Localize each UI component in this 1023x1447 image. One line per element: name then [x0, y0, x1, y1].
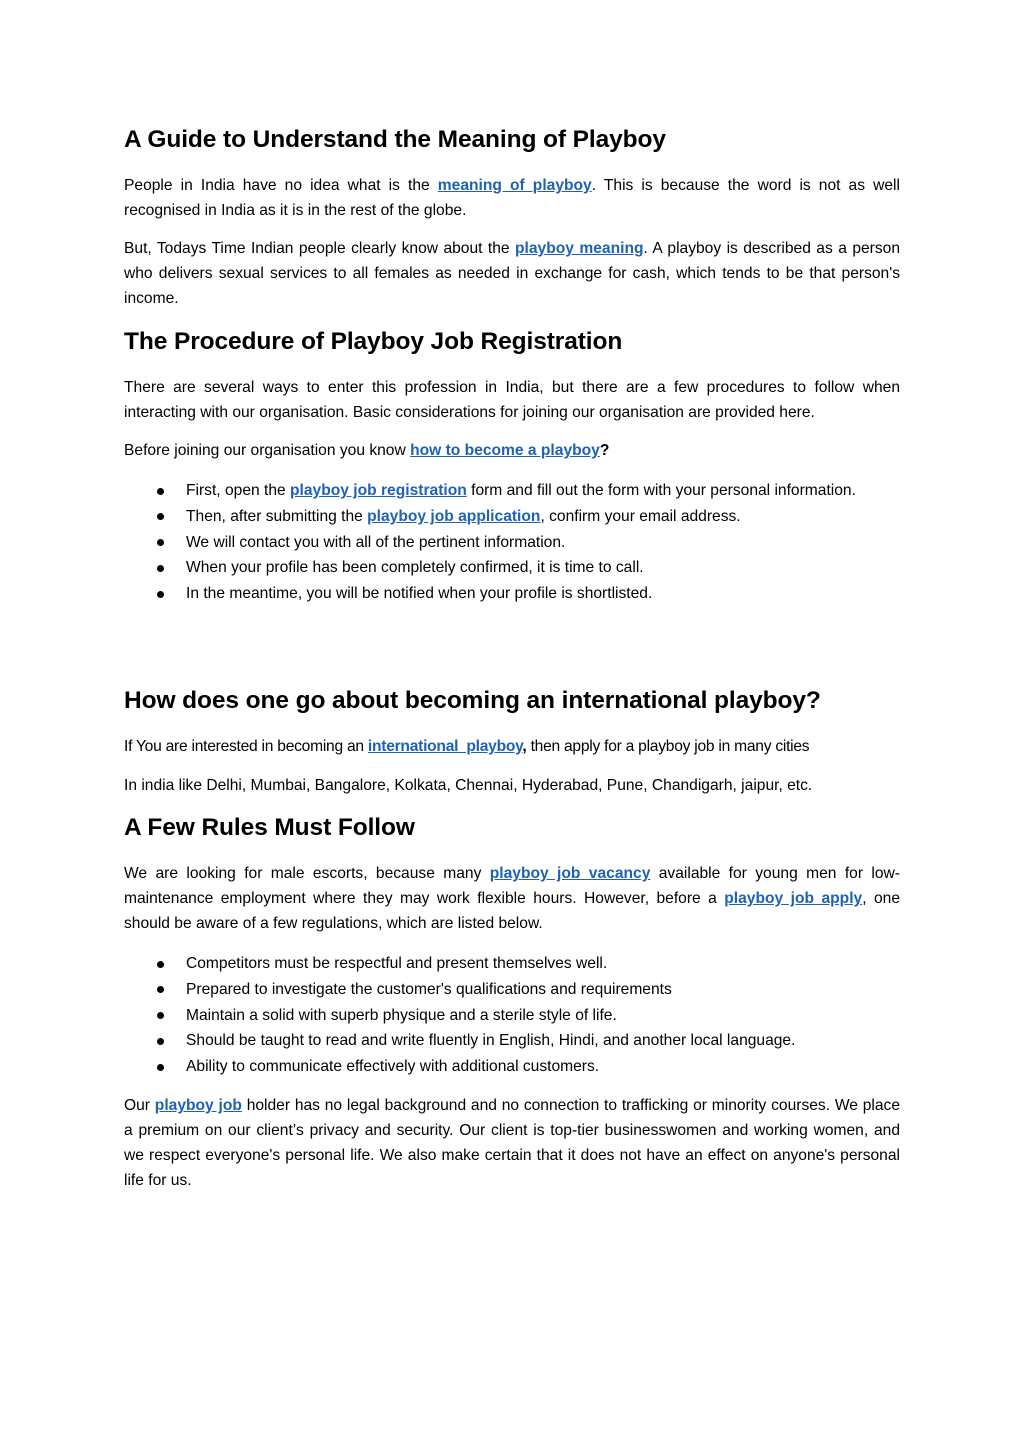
bullet-icon — [157, 986, 164, 993]
list-item-text: Maintain a solid with superb physique and a sterile style of life. — [186, 1006, 617, 1024]
paragraph-playboy-meaning — [124, 236, 900, 311]
link-playboy-job-vacancy[interactable]: playboy job vacancy — [489, 865, 651, 882]
paragraph-text: . This is because the word is not as well recognised in India as it is in the rest of the globe. — [124, 177, 900, 219]
heading-rules: A Few Rules Must Follow — [124, 814, 415, 841]
registration-steps-list — [124, 478, 900, 607]
list-item — [124, 504, 900, 530]
list-item-text: In the meantime, you will be notified when your profile is shortlisted. — [186, 585, 653, 603]
list-item-text: , confirm your email address. — [540, 507, 741, 525]
list-item-text: Competitors must be respectful and present themselves well. — [186, 955, 608, 972]
bullet-icon — [157, 1038, 164, 1045]
paragraph-procedures: There are several ways to enter this profession in India, but there are a few procedures to follow when interacting with our organisation. Basic considerations for joining our organisation are provided here. — [124, 379, 900, 421]
bullet-icon — [157, 539, 164, 546]
heading-job-registration: The Procedure of Playboy Job Registration — [124, 328, 623, 355]
paragraph-text: available for young men for low-maintenance employment where they may work flexible hours. However, before a — [124, 865, 900, 907]
link-playboy-job-registration[interactable]: playboy job registration — [290, 482, 467, 499]
paragraph-text: then apply for a playboy job in many cities — [526, 738, 810, 755]
list-item — [124, 581, 900, 607]
paragraph-text: But, Todays Time Indian people clearly know about the — [124, 240, 516, 257]
paragraph-text: , one should be aware of a few regulations, which are listed below. — [124, 890, 901, 932]
bullet-icon — [157, 513, 164, 520]
list-item-text: Prepared to investigate the customer's qualifications and requirements — [186, 980, 672, 998]
list-item — [124, 1003, 900, 1029]
bullet-icon — [157, 565, 164, 572]
paragraph-text: . A playboy is described as a person who delivers sexual services to all females as needed in exchange for cash, which tends to be that person's income. — [124, 240, 900, 307]
paragraph-text: We are looking for male escorts, because many — [124, 865, 490, 882]
list-item-text: Then, after submitting the — [186, 507, 368, 525]
bullet-icon — [157, 961, 164, 968]
list-item-text: We will contact you with all of the pertinent information. — [186, 533, 566, 551]
link-playboy-meaning[interactable]: playboy meaning — [515, 240, 644, 257]
list-item-text: When your profile has been completely confirmed, it is time to call. — [186, 559, 644, 577]
link-playboy-job[interactable]: playboy job — [154, 1097, 242, 1114]
paragraph-male-escorts — [124, 861, 900, 936]
paragraph-interested — [124, 734, 900, 759]
list-item — [124, 530, 900, 556]
paragraph-before-joining — [124, 438, 900, 463]
list-item — [124, 1054, 900, 1080]
rules-list — [124, 951, 900, 1080]
paragraph-text: If You are interested in becoming an — [124, 738, 368, 755]
paragraph-text: Before joining our organisation you know — [124, 442, 411, 459]
paragraph-text: Our — [124, 1097, 155, 1114]
paragraph-cities: In india like Delhi, Mumbai, Bangalore, Kolkata, Chennai, Hyderabad, Pune, Chandigarh, jaipur, etc. — [124, 777, 813, 794]
paragraph-text: , — [522, 738, 527, 755]
list-item-text: Ability to communicate effectively with additional customers. — [186, 1058, 600, 1076]
list-item-text: Should be taught to read and write fluently in English, Hindi, and another local language. — [186, 1032, 796, 1050]
paragraph-text: holder has no legal background and no connection to trafficking or minority courses. We place a premium on our client’s privacy and security. Our client is top-tier businesswomen and working women, and we respect everyone's personal life. We also make certain that it does not have an effect on anyone's personal life for us. — [124, 1097, 901, 1189]
heading-meaning-of-playboy: A Guide to Understand the Meaning of Playboy — [124, 126, 666, 153]
link-how-to-become-a-playboy[interactable]: how to become a playboy — [410, 442, 600, 459]
list-item-text: First, open the — [186, 482, 291, 499]
paragraph-text: ? — [599, 442, 610, 459]
bullet-icon — [157, 1064, 164, 1071]
list-item — [124, 1028, 900, 1054]
link-playboy-job-application[interactable]: playboy job application — [367, 507, 541, 525]
list-item — [124, 478, 900, 504]
bullet-icon — [157, 1012, 164, 1019]
bullet-icon — [157, 488, 164, 495]
list-item-text: form and fill out the form with your personal information. — [466, 482, 856, 499]
bullet-icon — [157, 591, 164, 598]
list-item — [124, 951, 900, 977]
paragraph-text: People in India have no idea what is the — [124, 177, 438, 194]
paragraph-intro — [124, 173, 900, 223]
link-international-playboy[interactable]: international playboy — [367, 738, 523, 755]
list-item — [124, 977, 900, 1003]
link-playboy-job-apply[interactable]: playboy job apply — [724, 890, 863, 907]
link-meaning-of-playboy[interactable]: meaning of playboy — [437, 177, 592, 194]
list-item — [124, 555, 900, 581]
heading-international-playboy: How does one go about becoming an international playboy? — [124, 687, 821, 714]
paragraph-legal-background — [124, 1093, 900, 1193]
